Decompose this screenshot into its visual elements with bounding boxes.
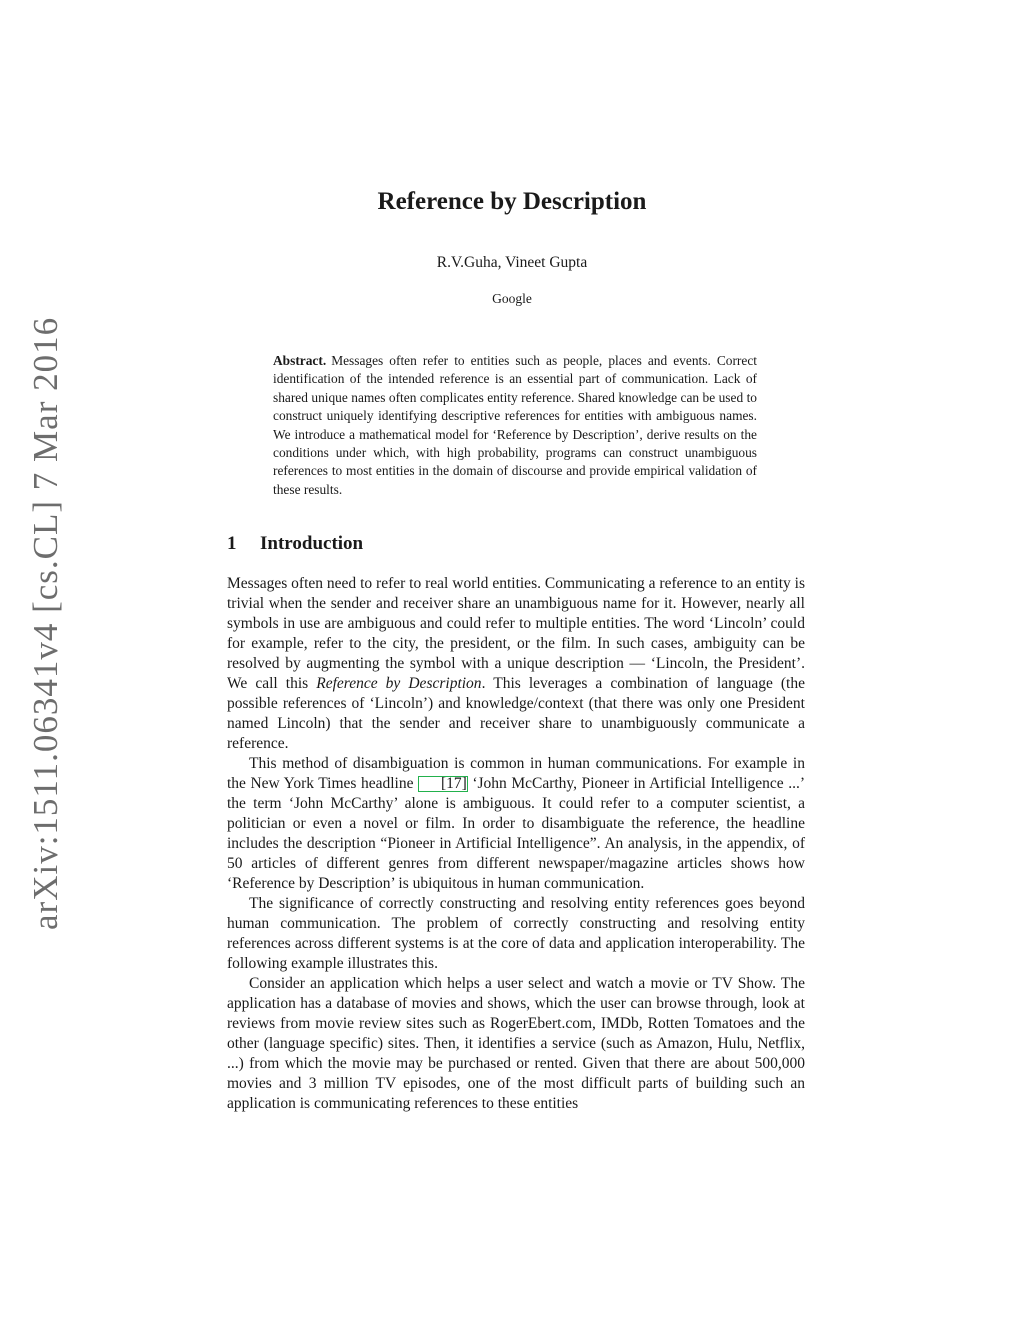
abstract-label: Abstract. xyxy=(273,353,327,368)
paragraph-2-text-a: This method of disambiguation is common in human communications. For example in the New York Times headline xyxy=(227,755,805,792)
paragraph-1-emphasis: Reference by Description xyxy=(316,675,482,692)
paragraph-3: The significance of correctly constructing and resolving entity references goes beyond human communication. The problem of correctly constructing and resolving entity references across different systems is at the core of data and application interoperability. The following example illustrates this. xyxy=(227,895,805,972)
paper-authors: R.V.Guha, Vineet Gupta xyxy=(436,254,588,271)
abstract-text: Messages often refer to entities such as people, places and events. Correct identification of the intended reference is an essential part of communication. Lack of shared unique names often complicates entity reference. Shared knowledge can be used to construct uniquely identifying descriptive references for entities with ambiguous names. We introduce a mathematical model for ‘Reference by Description’, derive results on the conditions under which, with high probability, programs can construct unambiguous references to most entities in the domain of discourse and provide empirical validation of these results. xyxy=(273,353,757,497)
paragraph-1-text-b: . This leverages a combination of language (the possible references of ‘Lincoln’) and knowledge/context (that there was only one President named Lincoln) that the sender and receiver share to unambiguously communicate a reference. xyxy=(227,675,805,752)
paper-title: Reference by Description xyxy=(377,188,647,215)
section-heading xyxy=(227,532,805,556)
abstract xyxy=(273,352,757,499)
paragraph-2 xyxy=(227,754,805,894)
section-number: 1 xyxy=(227,533,237,554)
introduction-body xyxy=(227,574,805,1114)
paper-affiliation: Google xyxy=(492,291,532,306)
paragraph-4: Consider an application which helps a user select and watch a movie or TV Show. The application has a database of movies and shows, which the user can browse through, look at reviews from movie review sites such as RogerEbert.com, IMDb, Rotten Tomatoes and the other (language specific) sites. Then, it identifies a service (such as Amazon, Hulu, Netflix, ...) from which the movie may be purchased or rented. Given that there are about 500,000 movies and 3 million TV episodes, one of the most difficult parts of building such an application is communicating references to these entities xyxy=(227,975,805,1112)
paragraph-1-text-a: Messages often need to refer to real world entities. Communicating a reference to an entity is trivial when the sender and receiver share an unambiguous name for it. However, nearly all symbols in use are ambiguous and could refer to multiple entities. The word ‘Lincoln’ could for example, refer to the city, the president, or the film. In such cases, ambiguity can be resolved by augmenting the symbol with a unique description — ‘Lincoln, the President’. We call this xyxy=(227,575,805,692)
section-title: Introduction xyxy=(260,533,364,554)
arxiv-stamp: arXiv:1511.06341v4 [cs.CL] 7 Mar 2016 xyxy=(26,316,65,930)
citation-link[interactable]: [17] xyxy=(418,776,468,792)
paragraph-2-text-b: ‘John McCarthy, Pioneer in Artificial Intelligence ...’ the term ‘John McCarthy’ alone is ambiguous. It could refer to a computer scientist, a politician or even a novel or film. In order to disambiguate the reference, the headline includes the description “Pioneer in Artificial Intelligence”. An analysis, in the appendix, of 50 articles of different genres from different newspaper/magazine articles shows how ‘Reference by Description’ is ubiquitous in human communication. xyxy=(227,775,805,892)
paragraph-1 xyxy=(227,574,805,754)
